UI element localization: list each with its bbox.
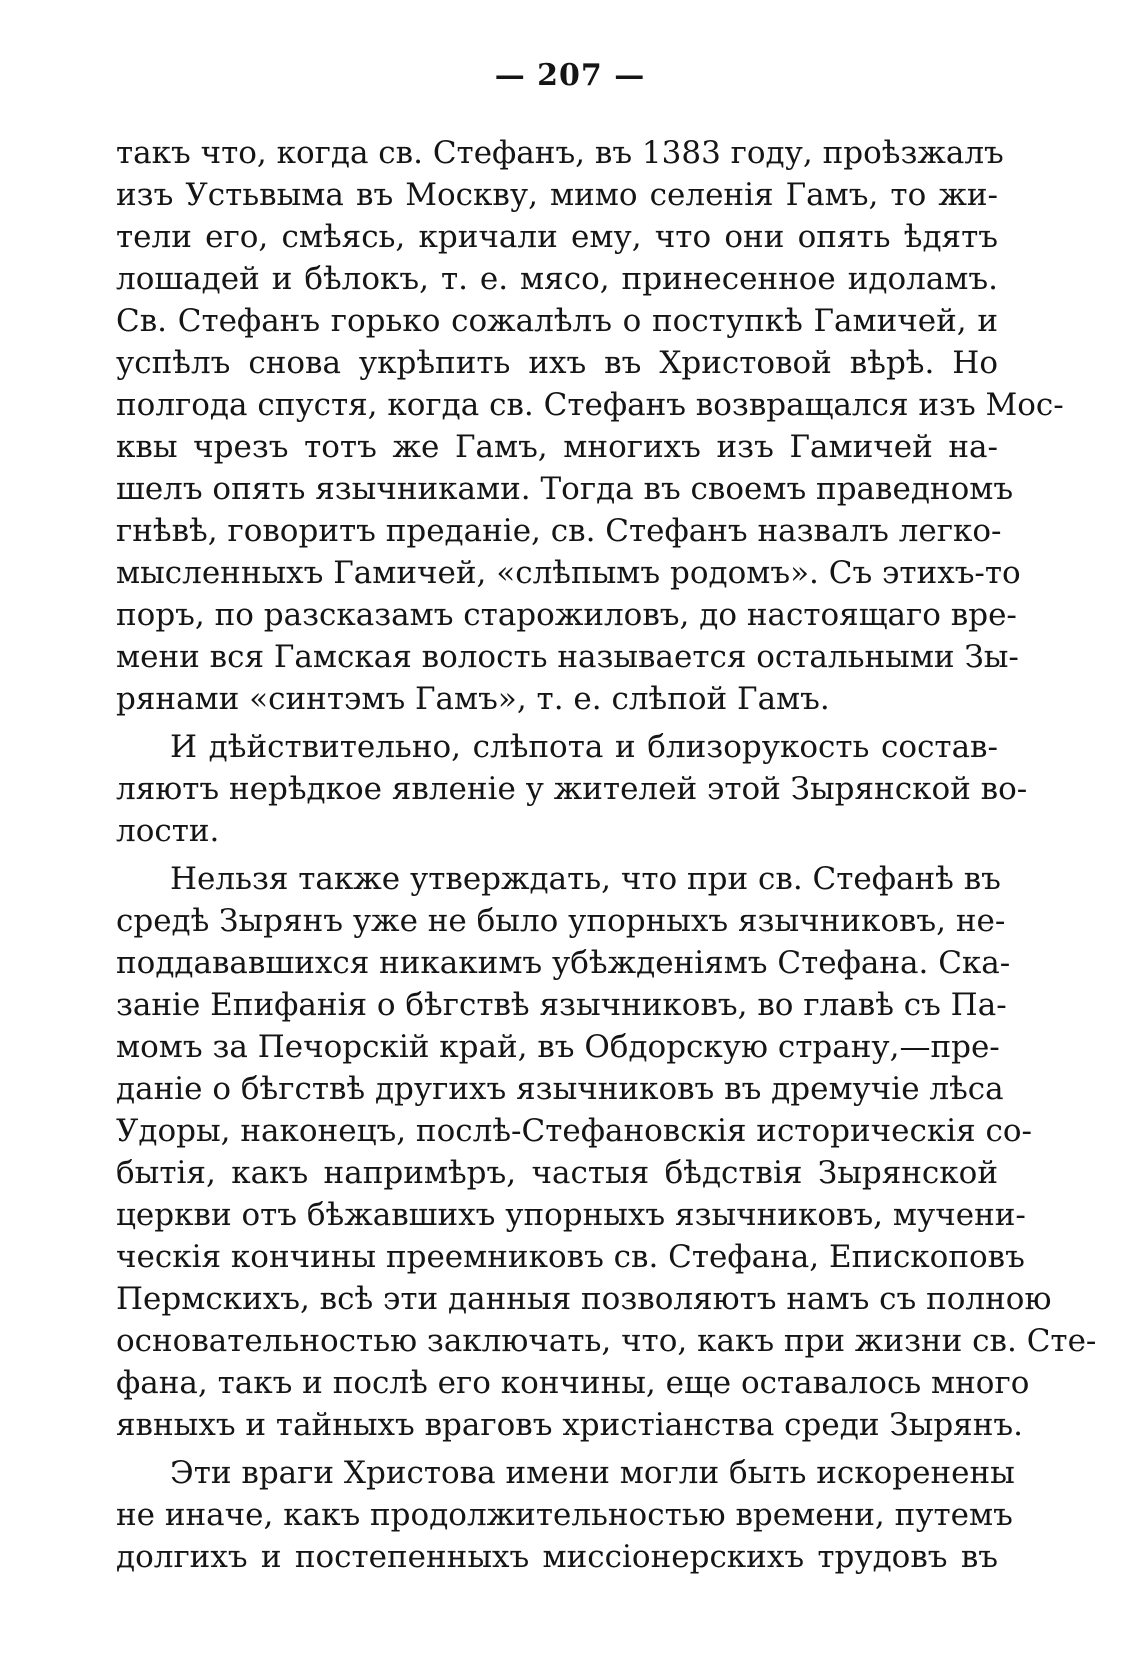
paragraph-4 bbox=[116, 1452, 1015, 1578]
text-line: не иначе, какъ продолжительностью времени, путемъ bbox=[116, 1497, 1013, 1533]
text-line: Нельзя также утверждать, что при св. Стефанѣ въ bbox=[170, 861, 1001, 897]
text-line: ческія кончины преемниковъ св. Стефана, Епископовъ bbox=[116, 1239, 1025, 1275]
text-line: церкви отъ бѣжавшихъ упорныхъ язычниковъ, мучени- bbox=[116, 1197, 1026, 1233]
text-line: успѣлъ снова укрѣпить ихъ въ Христовой вѣрѣ. Но bbox=[116, 345, 998, 381]
text-line: тели его, смѣясь, кричали ему, что они опять ѣдятъ bbox=[116, 219, 998, 255]
text-line: Св. Стефанъ горько сожалѣлъ о поступкѣ Гамичей, и bbox=[116, 303, 998, 339]
text-line: рянами «синтэмъ Гамъ», т. е. слѣпой Гамъ. bbox=[116, 681, 830, 717]
text-line: Удоры, наконецъ, послѣ-Стефановскія историческія со- bbox=[116, 1113, 1033, 1149]
text-line: лости. bbox=[116, 813, 220, 849]
paragraph-3 bbox=[116, 858, 1097, 1446]
text-line: поддававшихся никакимъ убѣжденіямъ Стефана. Ска- bbox=[116, 945, 1011, 981]
text-line: Эти враги Христова имени могли быть искоренены bbox=[170, 1455, 1015, 1491]
text-line: поръ, по разсказамъ старожиловъ, до настоящаго вре- bbox=[116, 597, 1017, 633]
text-line: явныхъ и тайныхъ враговъ христіанства среди Зырянъ. bbox=[116, 1407, 1023, 1443]
text-line: изъ Устьвыма въ Москву, мимо селенія Гамъ, то жи- bbox=[116, 177, 998, 213]
text-line: заніе Епифанія о бѣгствѣ язычниковъ, во главѣ съ Па- bbox=[116, 987, 1007, 1023]
text-line: полгода спустя, когда св. Стефанъ возвращался изъ Мос- bbox=[116, 387, 1064, 423]
text-line: Пермскихъ, всѣ эти данныя позволяютъ намъ съ полною bbox=[116, 1281, 1052, 1317]
text-line: лошадей и бѣлокъ, т. е. мясо, принесенное идоламъ. bbox=[116, 261, 998, 297]
text-line: бытія, какъ напримѣръ, частыя бѣдствія Зырянской bbox=[116, 1155, 998, 1191]
page-body bbox=[116, 132, 1097, 1578]
paragraph-1 bbox=[116, 132, 1064, 720]
text-line: основательностью заключать, что, какъ при жизни св. Сте- bbox=[116, 1323, 1097, 1359]
text-line: квы чрезъ тотъ же Гамъ, многихъ изъ Гамичей на- bbox=[116, 429, 998, 465]
paragraph-2 bbox=[116, 726, 1028, 852]
text-line: И дѣйствительно, слѣпота и близорукость состав- bbox=[170, 729, 998, 765]
text-line: момъ за Печорскій край, въ Обдорскую страну,—пре- bbox=[116, 1029, 1000, 1065]
text-line: мысленныхъ Гамичей, «слѣпымъ родомъ». Съ этихъ-то bbox=[116, 555, 1021, 591]
page-number: — 207 — bbox=[494, 58, 646, 93]
text-line: фана, такъ и послѣ его кончины, еще оставалось много bbox=[116, 1365, 1030, 1401]
text-line: такъ что, когда св. Стефанъ, въ 1383 году, проѣзжалъ bbox=[116, 135, 1004, 171]
text-line: даніе о бѣгствѣ другихъ язычниковъ въ дремучіе лѣса bbox=[116, 1071, 1004, 1107]
text-line: мени вся Гамская волость называется остальными Зы- bbox=[116, 639, 1019, 675]
text-line: средѣ Зырянъ уже не было упорныхъ язычниковъ, не- bbox=[116, 903, 1006, 939]
text-line: ляютъ нерѣдкое явленіе у жителей этой Зырянской во- bbox=[116, 771, 1028, 807]
text-line: гнѣвѣ, говоритъ преданіе, св. Стефанъ назвалъ легко- bbox=[116, 513, 1002, 549]
text-line: долгихъ и постепенныхъ миссіонерскихъ трудовъ въ bbox=[116, 1539, 998, 1575]
text-line: шелъ опять язычниками. Тогда въ своемъ праведномъ bbox=[116, 471, 1014, 507]
